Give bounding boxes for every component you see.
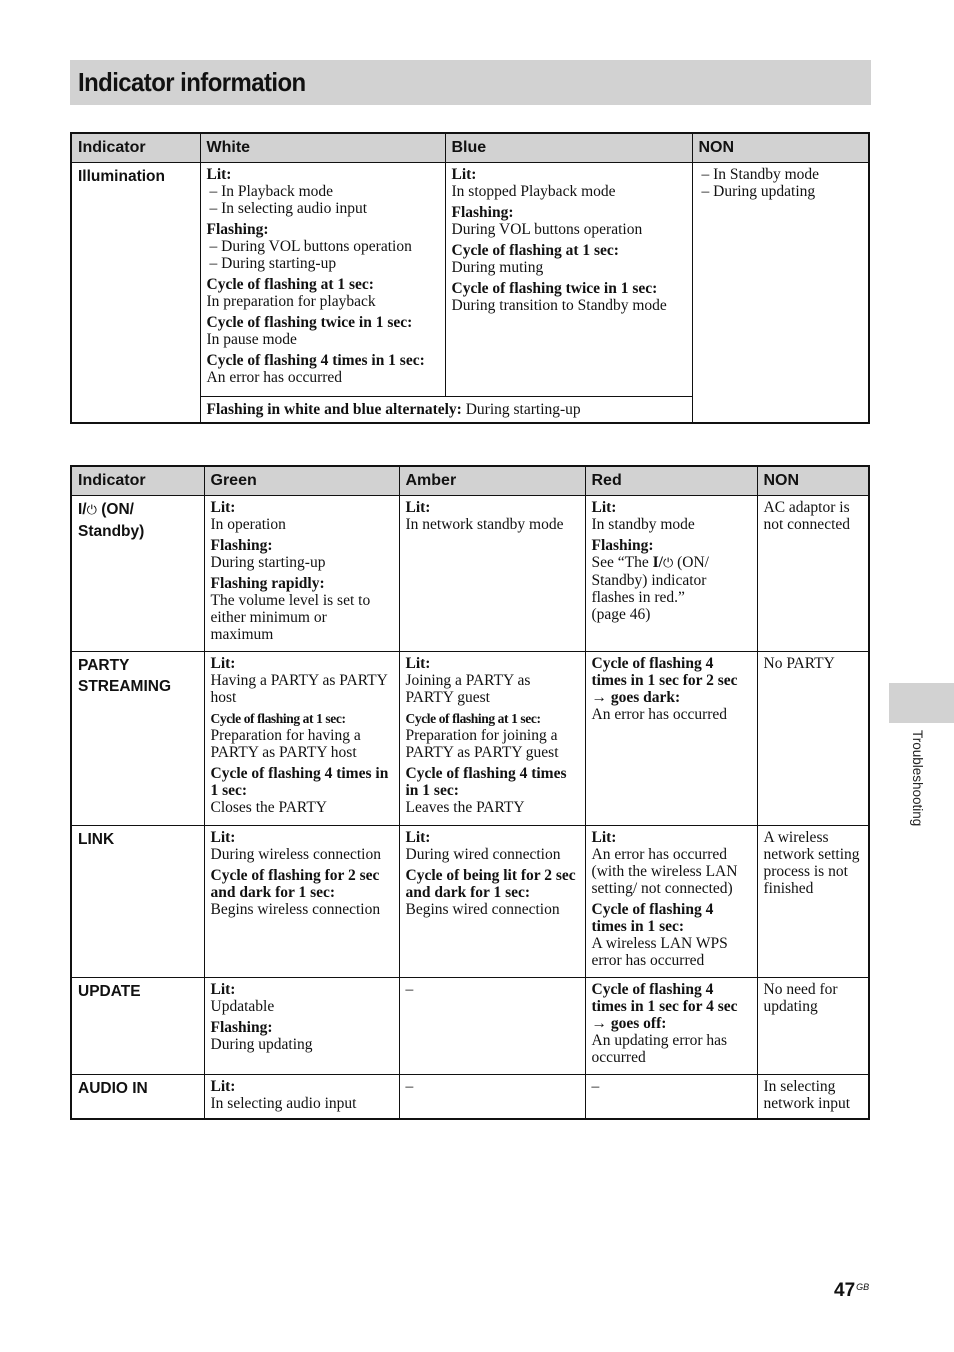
row-label-illumination: Illumination xyxy=(71,163,200,423)
green-lit-label: Lit: xyxy=(210,499,236,516)
page-number xyxy=(834,1280,869,1302)
white-cycle3-text: An error has occurred xyxy=(206,369,343,386)
green-flashing-text: During updating xyxy=(210,1036,313,1053)
amber-lit-text: Joining a PARTY as PARTY guest xyxy=(405,672,531,706)
red-flashing-label: Flashing: xyxy=(591,537,654,554)
green-lit-label: Lit: xyxy=(210,981,236,998)
amber-cycle-label: Cycle of being lit for 2 sec and dark for 1 sec: xyxy=(405,867,576,901)
red-page-ref: (page 46) xyxy=(591,606,651,623)
table-row xyxy=(71,652,869,826)
col-header-indicator: Indicator xyxy=(71,133,200,163)
red-cycle-text: An updating error has occurred xyxy=(591,1032,728,1066)
cell-green xyxy=(204,978,399,1075)
row-label-party-streaming: PARTY STREAMING xyxy=(71,652,204,826)
amber-lit-text: During wired connection xyxy=(405,846,561,863)
red-lit-label: Lit: xyxy=(591,499,617,516)
blue-lit-text: In stopped Playback mode xyxy=(451,183,616,200)
power-label-a: I/ xyxy=(78,501,87,518)
cell-non: A wireless network setting process is not finished xyxy=(757,826,869,978)
white-cycle3-label: Cycle of flashing 4 times in 1 sec: xyxy=(206,352,425,369)
blue-lit-label: Lit: xyxy=(451,166,477,183)
row-label-link: LINK xyxy=(71,826,204,978)
red-lit-label: Lit: xyxy=(591,829,617,846)
blue-cycle1-label: Cycle of flashing at 1 sec: xyxy=(451,242,619,259)
green-cycle-text: Begins wireless connection xyxy=(210,901,381,918)
white-flashing-item: – During VOL buttons operation xyxy=(209,238,412,255)
table-row xyxy=(71,826,869,978)
page-title: Indicator information xyxy=(78,67,306,97)
cell-white xyxy=(200,163,445,397)
green-rapid-label: Flashing rapidly: xyxy=(210,575,325,592)
table-row xyxy=(71,978,869,1075)
white-cycle2-text: In pause mode xyxy=(206,331,297,348)
amber-lit-text: In network standby mode xyxy=(405,516,564,533)
page-number-suffix: GB xyxy=(856,1282,870,1292)
white-flashing-item: – During starting-up xyxy=(209,255,337,272)
cell-non: No PARTY xyxy=(757,652,869,826)
cell-amber xyxy=(399,496,585,652)
green-lit-label: Lit: xyxy=(210,655,236,672)
amber-lit-label: Lit: xyxy=(405,499,431,516)
amber-cycle-text: Begins wired connection xyxy=(405,901,560,918)
table-row xyxy=(71,163,869,397)
cell-red xyxy=(585,826,757,978)
white-lit-item: – In Playback mode xyxy=(209,183,334,200)
non-item: – During updating xyxy=(701,183,816,200)
table-header-row xyxy=(71,466,869,496)
amber-cycle1-text: Preparation for joining a PARTY as PARTY guest xyxy=(405,727,559,761)
page-number-value: 47 xyxy=(834,1280,856,1301)
green-lit-text: In selecting audio input xyxy=(210,1095,357,1112)
cell-red xyxy=(585,652,757,826)
amber-lit-label: Lit: xyxy=(405,655,431,672)
green-flashing-text: During starting-up xyxy=(210,554,326,571)
cell-amber xyxy=(399,652,585,826)
green-lit-text: In operation xyxy=(210,516,286,533)
cell-green xyxy=(204,652,399,826)
cell-red xyxy=(585,978,757,1075)
green-cycle2-label: Cycle of flashing 4 times in 1 sec: xyxy=(210,765,389,799)
red-see-a: See “The xyxy=(591,554,653,571)
white-lit-item: – In selecting audio input xyxy=(209,200,368,217)
col-header-white: White xyxy=(200,133,445,163)
blue-flashing-label: Flashing: xyxy=(451,204,514,221)
cell-alternate xyxy=(200,397,692,423)
cell-red xyxy=(585,496,757,652)
cell-non: AC adaptor is not connected xyxy=(757,496,869,652)
green-lit-text: Having a PARTY as PARTY host xyxy=(210,672,388,706)
row-label-power xyxy=(71,496,204,652)
white-cycle2-label: Cycle of flashing twice in 1 sec: xyxy=(206,314,413,331)
white-cycle1-text: In preparation for playback xyxy=(206,293,376,310)
green-lit-text: During wireless connection xyxy=(210,846,381,863)
green-cycle1-text: Preparation for having a PARTY as PARTY host xyxy=(210,727,361,761)
blue-cycle1-text: During muting xyxy=(451,259,544,276)
amber-cycle1-label: Cycle of flashing at 1 sec: xyxy=(405,711,541,726)
red-cycle-label: Cycle of flashing 4 times in 1 sec: xyxy=(591,901,714,935)
amber-lit-label: Lit: xyxy=(405,829,431,846)
cell-red: – xyxy=(585,1075,757,1119)
power-label-b: (ON/ Standby) xyxy=(78,501,145,540)
white-flashing-label: Flashing: xyxy=(206,221,269,238)
status-indicator-table xyxy=(70,465,870,1120)
red-lit-text: An error has occurred (with the wireless LAN setting/ not connected) xyxy=(591,846,738,897)
green-cycle-label: Cycle of flashing for 2 sec and dark for 1 sec: xyxy=(210,867,380,901)
alternate-text: During starting-up xyxy=(461,401,581,419)
red-see-b: I/ xyxy=(652,554,663,571)
red-cycle-label: Cycle of flashing 4 times in 1 sec for 2 sec → goes dark: xyxy=(591,655,738,706)
green-flashing-label: Flashing: xyxy=(210,537,273,554)
white-lit-label: Lit: xyxy=(206,166,232,183)
power-icon: ⏻ xyxy=(662,556,674,571)
cell-non: In selecting network input xyxy=(757,1075,869,1119)
green-rapid-text: The volume level is set to either minimum or maximum xyxy=(210,592,371,643)
amber-cycle2-label: Cycle of flashing 4 times in 1 sec: xyxy=(405,765,567,799)
amber-cycle2-text: Leaves the PARTY xyxy=(405,799,525,816)
table-row xyxy=(71,1075,869,1119)
table-header-row xyxy=(71,133,869,163)
cell-green xyxy=(204,496,399,652)
cell-amber: – xyxy=(399,1075,585,1119)
blue-flashing-text: During VOL buttons operation xyxy=(451,221,643,238)
red-see-c: (ON/ Standby) indicator flashes in red.” xyxy=(591,554,709,606)
green-lit-label: Lit: xyxy=(210,829,236,846)
cell-blue xyxy=(445,163,692,397)
cell-green xyxy=(204,1075,399,1119)
col-header-non: NON xyxy=(757,466,869,496)
cell-non xyxy=(692,163,869,423)
cell-amber xyxy=(399,826,585,978)
green-lit-label: Lit: xyxy=(210,1078,236,1095)
section-label: Troubleshooting xyxy=(910,730,925,827)
red-lit-text: In standby mode xyxy=(591,516,695,533)
cell-amber: – xyxy=(399,978,585,1075)
red-see-text xyxy=(592,554,751,606)
col-header-non: NON xyxy=(692,133,869,163)
col-header-red: Red xyxy=(585,466,757,496)
power-icon: ⏻ xyxy=(86,503,97,518)
blue-cycle2-text: During transition to Standby mode xyxy=(451,297,667,314)
red-cycle-text: An error has occurred xyxy=(591,706,728,723)
red-cycle-text: A wireless LAN WPS error has occurred xyxy=(591,935,728,969)
green-flashing-label: Flashing: xyxy=(210,1019,273,1036)
illumination-table xyxy=(70,132,870,424)
green-lit-text: Updatable xyxy=(210,998,275,1015)
col-header-indicator: Indicator xyxy=(71,466,204,496)
col-header-green: Green xyxy=(204,466,399,496)
section-tab xyxy=(889,683,954,723)
green-cycle1-label: Cycle of flashing at 1 sec: xyxy=(210,711,346,726)
white-cycle1-label: Cycle of flashing at 1 sec: xyxy=(206,276,374,293)
alternate-label: Flashing in white and blue alternately: xyxy=(206,401,462,419)
col-header-amber: Amber xyxy=(399,466,585,496)
blue-cycle2-label: Cycle of flashing twice in 1 sec: xyxy=(451,280,658,297)
red-cycle-label: Cycle of flashing 4 times in 1 sec for 4 sec → goes off: xyxy=(591,981,738,1032)
cell-non: No need for updating xyxy=(757,978,869,1075)
title-banner xyxy=(70,60,871,105)
cell-green xyxy=(204,826,399,978)
non-item: – In Standby mode xyxy=(701,166,820,183)
table-row xyxy=(71,496,869,652)
col-header-blue: Blue xyxy=(445,133,692,163)
row-label-update: UPDATE xyxy=(71,978,204,1075)
row-label-audio-in: AUDIO IN xyxy=(71,1075,204,1119)
green-cycle2-text: Closes the PARTY xyxy=(210,799,327,816)
